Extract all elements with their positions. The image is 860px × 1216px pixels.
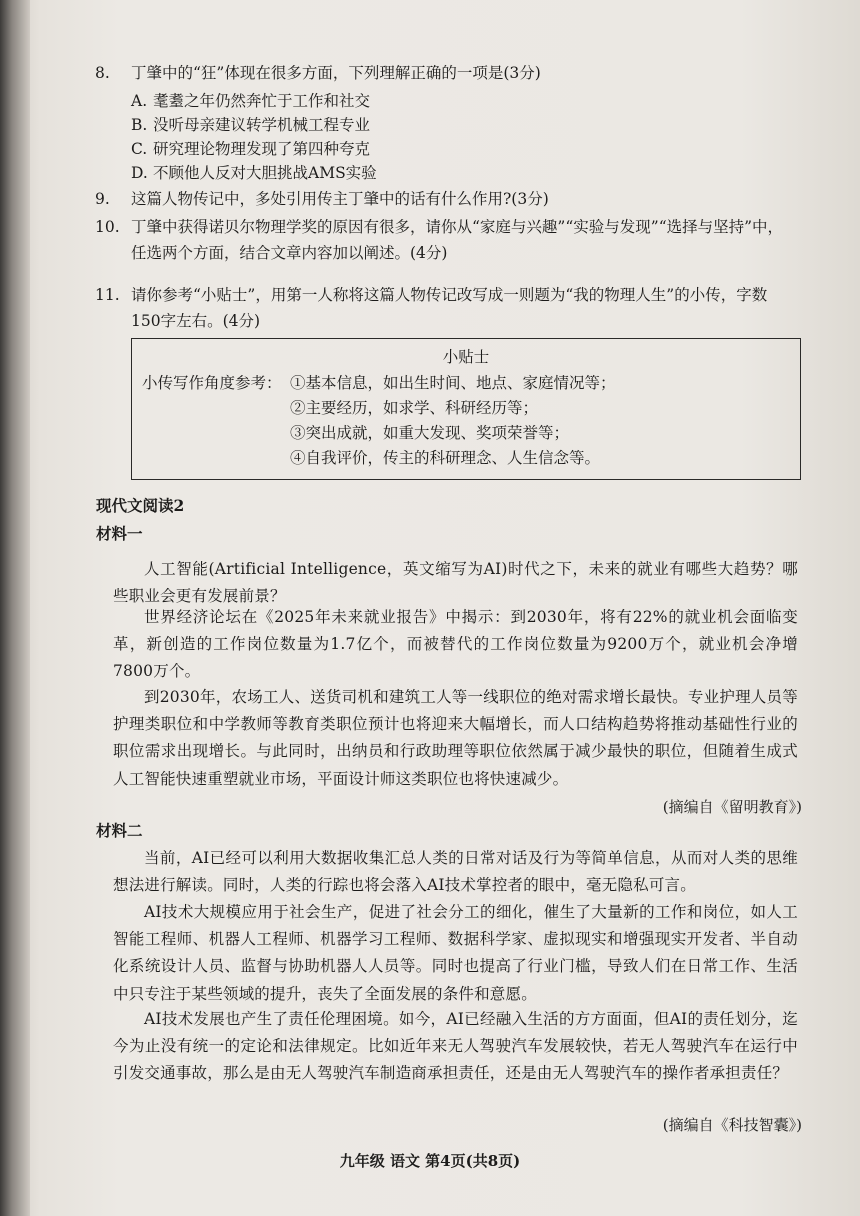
option-d <box>131 161 377 185</box>
question-text: 这篇人物传记中，多处引用传主丁肇中的话有什么作用?(3分) <box>131 190 549 208</box>
material2-paragraph: AI技术发展也产生了责任伦理困境。如今，AI已经融入生活的方方面面，但AI的责任划分，迄今为止没有统一的定论和法律规定。比如近年来无人驾驶汽车发展较快，若无人驾驶汽车在运行中引发交通事故，那么是由无人驾驶汽车制造商承担责任，还是由无人驾驶汽车的操作者承担责任？ <box>113 1010 798 1083</box>
tips-item: ①基本信息，如出生时间、地点、家庭情况等； <box>290 374 616 392</box>
option-a <box>131 89 370 113</box>
question-10 <box>95 214 795 266</box>
option-text: 不顾他人反对大胆挑战AMS实验 <box>153 164 377 182</box>
option-text: 耄耋之年仍然奔忙于工作和社交 <box>153 92 371 110</box>
option-letter: A. <box>131 92 148 110</box>
question-8 <box>95 60 795 86</box>
option-letter: D. <box>131 164 148 182</box>
section-title: 现代文阅读2 <box>96 496 185 515</box>
material2-paragraph: 当前，AI已经可以利用大数据收集汇总人类的日常对话及行为等简单信息，从而对人类的思维想法进行解读。同时，人类的行踪也将会落入AI技术掌控者的眼中，毫无隐私可言。 <box>113 849 798 895</box>
tips-title: 小贴士 <box>442 348 490 366</box>
option-c <box>131 137 370 161</box>
material2-source: (摘编自《科技智囊》) <box>662 1116 802 1134</box>
material1-paragraph: 人工智能(Artificial Intelligence，英文缩写为AI)时代之下，未来的就业有哪些大趋势？哪些职业会更有发展前景？ <box>113 560 798 606</box>
question-number: 9. <box>95 190 110 208</box>
tips-item: ②主要经历，如求学、科研经历等； <box>290 399 539 417</box>
option-letter: B. <box>131 116 148 134</box>
material-label: 材料二 <box>96 821 143 840</box>
tips-intro: 小传写作角度参考： <box>142 374 282 392</box>
option-text: 研究理论物理发现了第四种夸克 <box>153 140 371 158</box>
material1-source: (摘编自《留明教育》) <box>662 798 802 816</box>
option-b <box>131 113 370 137</box>
material1-paragraph: 到2030年，农场工人、送货司机和建筑工人等一线职位的绝对需求增长最快。专业护理人员等护理类职位和中学教师等教育类职位预计也将迎来大幅增长，而人口结构趋势将推动基础性行业的职位需求出现增长。与此同时，出纳员和行政助理等职位依然属于减少最快的职位，但随着生成式人工智能快速重塑就业市场，平面设计师这类职位也将快速减少。 <box>113 688 798 788</box>
option-letter: C. <box>131 140 148 158</box>
question-11 <box>95 282 795 334</box>
tips-item: ③突出成就，如重大发现、奖项荣誉等； <box>290 424 570 442</box>
question-text: 请你参考“小贴士”，用第一人称将这篇人物传记改写成一则题为“我的物理人生”的小传，字数150字左右。(4分) <box>131 286 768 330</box>
material2-paragraph: AI技术大规模应用于社会生产，促进了社会分工的细化，催生了大量新的工作和岗位，如人工智能工程师、机器人工程师、机器学习工程师、数据科学家、虚拟现实和增强现实开发者、半自动化系统设计人员、监督与协助机器人人员等。同时也提高了行业门槛，导致人们在日常工作、生活中只专注于某些领域的提升，丧失了全面发展的条件和意愿。 <box>113 903 798 1003</box>
option-text: 没听母亲建议转学机械工程专业 <box>153 116 371 134</box>
tips-item: ④自我评价，传主的科研理念、人生信念等。 <box>290 449 601 467</box>
material-label: 材料一 <box>96 524 143 543</box>
question-number: 10. <box>95 218 120 236</box>
question-number: 8. <box>95 64 110 82</box>
material1-paragraph: 世界经济论坛在《2025年未来就业报告》中揭示：到2030年，将有22%的就业机会面临变革，新创造的工作岗位数量为1.7亿个，而被替代的工作岗位数量为9200万个，就业机会净增7800万个。 <box>113 608 798 681</box>
page-footer: 九年级 语文 第4页(共8页) <box>339 1152 521 1170</box>
question-text: 丁肇中获得诺贝尔物理学奖的原因有很多，请你从“家庭与兴趣”“实验与发现”“选择与坚持”中，任选两个方面，结合文章内容加以阐述。(4分) <box>131 218 784 262</box>
question-text: 丁肇中的“狂”体现在很多方面，下列理解正确的一项是(3分) <box>131 64 541 82</box>
question-number: 11. <box>95 286 120 304</box>
question-9 <box>95 186 795 212</box>
tips-box <box>131 338 801 480</box>
